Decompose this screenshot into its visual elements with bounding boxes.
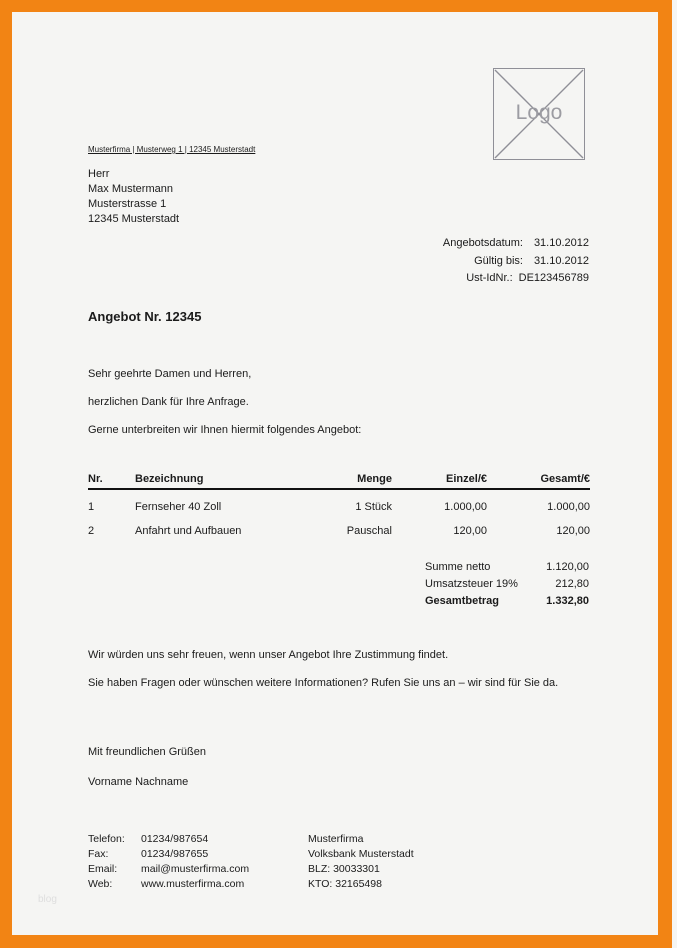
recipient-name: Max Mustermann <box>88 183 173 195</box>
cell-nr: 2 <box>88 525 95 537</box>
column-header-menge: Menge <box>312 471 392 489</box>
meta-label-date: Angebotsdatum: <box>442 237 523 249</box>
cell-bezeichnung: Fernseher 40 Zoll <box>135 501 222 513</box>
cell-gesamt: 1.000,00 <box>547 501 590 513</box>
logo-placeholder <box>493 68 585 160</box>
signoff-greeting: Mit freundlichen Grüßen <box>88 746 206 758</box>
totals-row-tax <box>425 576 589 593</box>
footer-bank-name: Volksbank Musterstadt <box>308 848 414 860</box>
items-table <box>88 471 590 538</box>
meta-row-date <box>443 235 589 253</box>
footer-company-block <box>308 832 414 892</box>
sender-line: Musterfirma | Musterweg 1 | 12345 Musterstadt <box>88 145 256 154</box>
items-table-header-row <box>88 471 590 489</box>
meta-label-vat-id: Ust-IdNr.: <box>466 272 513 284</box>
footer-value-email: mail@musterfirma.com <box>141 863 250 875</box>
meta-value-date: 31.10.2012 <box>533 237 589 249</box>
cell-gesamt: 120,00 <box>556 525 590 537</box>
signoff-name: Vorname Nachname <box>88 776 189 788</box>
footer-label-telefon: Telefon: <box>88 833 125 845</box>
logo-label: Logo <box>515 101 563 125</box>
totals-block <box>425 559 589 610</box>
cell-menge: 1 Stück <box>355 501 392 513</box>
intro-paragraph-offer: Gerne unterbreiten wir Ihnen hiermit folgendes Angebot: <box>88 424 362 436</box>
recipient-address <box>88 167 179 227</box>
meta-row-vat-id <box>443 270 589 288</box>
totals-label-tax: Umsatzsteuer 19% <box>425 578 518 590</box>
meta-value-vat-id: DE123456789 <box>518 272 589 284</box>
footer-kto: KTO: 32165498 <box>308 878 382 890</box>
footer-blz: BLZ: 30033301 <box>308 863 380 875</box>
closing-paragraph-questions: Sie haben Fragen oder wünschen weitere Informationen? Rufen Sie uns an – wir sind für Sie da. <box>88 677 559 689</box>
recipient-street: Musterstrasse 1 <box>88 198 167 210</box>
document-title: Angebot Nr. 12345 <box>88 309 202 324</box>
totals-label-netto: Summe netto <box>425 561 491 573</box>
intro-paragraph-salutation: Sehr geehrte Damen und Herren, <box>88 368 252 380</box>
closing-paragraph-approval: Wir würden uns sehr freuen, wenn unser Angebot Ihre Zustimmung findet. <box>88 649 449 661</box>
footer-value-fax: 01234/987655 <box>141 848 209 860</box>
table-row <box>88 489 590 514</box>
totals-row-total <box>425 593 589 610</box>
footer-label-fax: Fax: <box>88 848 109 860</box>
cell-einzel: 1.000,00 <box>444 501 487 513</box>
totals-value-total: 1.332,80 <box>546 595 589 607</box>
footer-label-web: Web: <box>88 878 113 890</box>
totals-label-total: Gesamtbetrag <box>425 595 499 607</box>
totals-value-tax: 212,80 <box>555 578 589 590</box>
meta-value-valid-until: 31.10.2012 <box>533 254 589 267</box>
watermark-text: blog <box>38 894 57 905</box>
recipient-city: 12345 Musterstadt <box>88 213 180 225</box>
column-header-einzel: Einzel/€ <box>392 471 487 489</box>
totals-value-netto: 1.120,00 <box>546 561 589 573</box>
footer-company-name: Musterfirma <box>308 833 364 845</box>
recipient-salutation: Herr <box>88 168 110 180</box>
footer-label-email: Email: <box>88 863 118 875</box>
meta-label-valid-until: Gültig bis: <box>474 254 523 267</box>
footer-value-web: www.musterfirma.com <box>141 878 245 890</box>
table-row <box>88 514 590 538</box>
column-header-nr: Nr. <box>88 471 135 489</box>
cell-menge: Pauschal <box>346 525 392 537</box>
footer-value-telefon: 01234/987654 <box>141 833 209 845</box>
cell-bezeichnung: Anfahrt und Aufbauen <box>135 525 242 537</box>
column-header-bezeichnung: Bezeichnung <box>135 471 312 489</box>
totals-row-netto <box>425 559 589 576</box>
cell-nr: 1 <box>88 501 95 513</box>
cell-einzel: 120,00 <box>453 525 487 537</box>
column-header-gesamt: Gesamt/€ <box>487 471 590 489</box>
footer-contact-block <box>88 832 249 892</box>
meta-row-valid-until <box>443 253 589 271</box>
meta-block <box>443 235 589 288</box>
intro-paragraph-thanks: herzlichen Dank für Ihre Anfrage. <box>88 396 249 408</box>
